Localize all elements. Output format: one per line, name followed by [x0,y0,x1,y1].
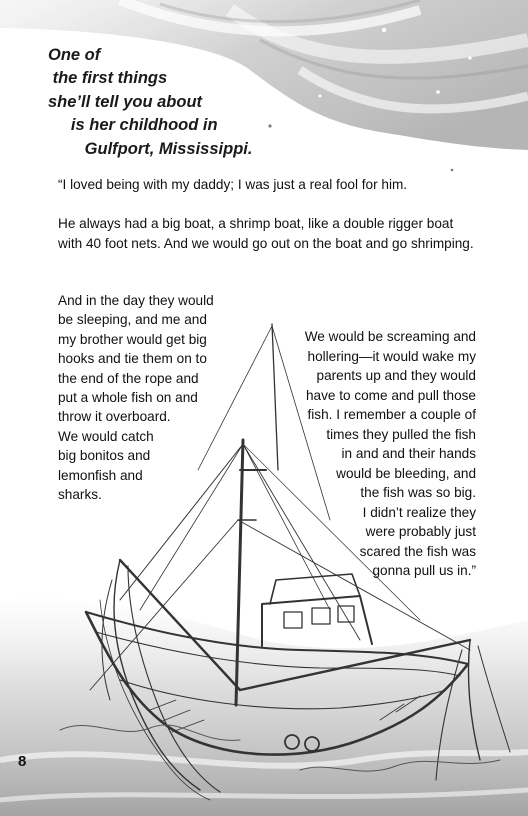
right-column-text [260,327,476,581]
text-line: in and and their hands [341,446,476,461]
text-line: fish. I remember a couple of [307,407,476,422]
intro-line: is her childhood in [48,116,218,135]
left-column-text [58,291,234,504]
text-line: hollering—it would wake my [307,348,476,364]
text-line: big bonitos and [58,448,151,464]
text-line: We would be screaming and [304,329,476,344]
intro-line: she’ll tell you about [48,92,203,111]
page-number: 8 [18,753,27,770]
text-line: sharks. [58,487,102,503]
text-line: have to come and pull those [305,387,476,403]
intro-heading [48,44,252,161]
text-line: lemonfish and [58,467,143,483]
text-line: would be bleeding, and [336,465,476,481]
text-line: I didn’t realize they [362,504,476,520]
text-line: put a whole fish on and [58,390,198,406]
text-line: hooks and tie them on to [58,351,207,367]
text-line: throw it overboard. [58,409,171,425]
quote-paragraph-1: “I loved being with my daddy; I was just a real fool for him. [58,177,408,192]
text-line: parents up and they would [316,368,476,383]
text-line: times they pulled the fish [326,426,476,442]
text-line: scared the fish was [359,543,476,559]
intro-line: One of [48,46,101,64]
text-line: And in the day they would [58,293,214,308]
text-line: my brother would get big [58,331,207,347]
text-line: be sleeping, and me and [58,312,207,328]
quote-paragraph-2: He always had a big boat, a shrimp boat, like a double rigger boat with 40 foot nets. And we would go out on the boat and go shrimping. [58,216,474,251]
intro-line: Gulfport, Mississippi. [48,139,253,158]
intro-line: the first things [48,69,168,88]
text-line: gonna pull us in.” [372,563,476,578]
text-line: the fish was so big. [360,485,476,500]
text-line: We would catch [58,428,154,444]
text-line: the end of the rope and [58,370,199,386]
text-line: were probably just [365,524,476,539]
